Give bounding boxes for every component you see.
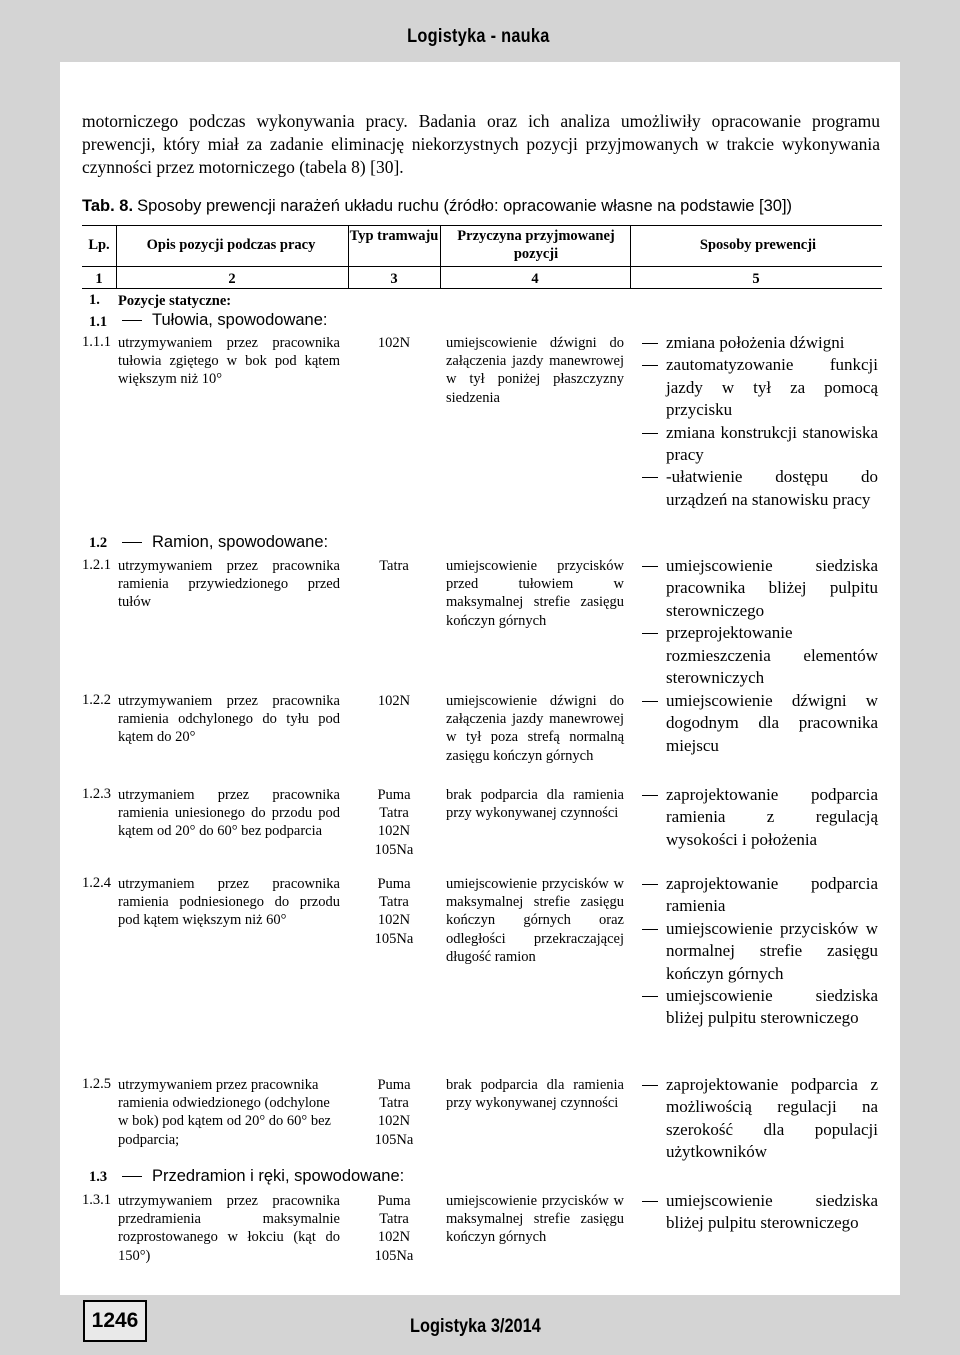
prevention-table (82, 225, 882, 1270)
col-number: 5 (752, 271, 760, 287)
section-number: 1.1 (89, 314, 108, 330)
header-typ: Typ tramwaju (349, 228, 439, 244)
prevention-item: zmiana konstrukcji stanowiska pracy (636, 422, 878, 467)
table-rule-header (82, 266, 882, 267)
prevention-item: umiejscowienie siedziska bliżej pulpitu sterowniczego (636, 985, 878, 1030)
section-title: Ramion, spowodowane: (118, 533, 328, 552)
row-sposoby (636, 784, 878, 851)
prevention-item: zmiana położenia dźwigni (636, 332, 878, 354)
row-sposoby (636, 332, 878, 511)
intro-paragraph (82, 110, 880, 179)
header-lp: Lp. (88, 237, 110, 253)
prevention-item: zaprojektowanie podparcia ramienia (636, 873, 878, 918)
section-title: Tułowia, spowodowane: (118, 311, 328, 330)
row-typ: Puma Tatra 102N 105Na (374, 1077, 414, 1148)
table-caption-label: Tab. 8. (82, 197, 134, 215)
row-opis: utrzymywaniem przez pracownika ramienia przywiedzionego przed tułów (118, 558, 340, 611)
intro-text: motorniczego podczas wykonywania pracy. Badania oraz ich analiza umożliwiły opracowanie programu prewencji, który miał za zadanie eliminację niekorzystnych pozycji przyjmowanych w trakcie wykonywania czynności przez motorniczego (tabela 8) [30]. (82, 111, 880, 177)
page-header (0, 0, 960, 62)
row-lp: 1.1.1 (82, 334, 111, 350)
row-przyczyna: umiejscowienie przycisków w maksymalnej strefie zasięgu kończyn górnych oraz odległości przekraczającej długość ramion (446, 876, 624, 965)
prevention-item: zaprojektowanie podparcia ramienia z regulacją wysokości i położenia (636, 784, 878, 851)
page-number-box (83, 1300, 147, 1342)
row-opis: utrzymaniem przez pracownika ramienia uniesionego do przodu pod kątem od 20° do 60° bez podparcia (118, 787, 340, 840)
row-przyczyna: brak podparcia dla ramienia przy wykonywanej czynności (446, 787, 624, 822)
row-sposoby (636, 690, 878, 757)
footer-journal-title: Logistyka 3/2014 (410, 1316, 541, 1337)
table-rule-top (82, 225, 882, 226)
row-lp: 1.3.1 (82, 1192, 111, 1208)
row-lp: 1.2.2 (82, 692, 111, 708)
section-number: 1.2 (89, 535, 108, 551)
table-caption-text: Sposoby prewencji narażeń układu ruchu (źródło: opracowanie własne na podstawie [30]) (137, 197, 793, 215)
row-przyczyna: umiejscowienie dźwigni do załączenia jazdy manewrowej w tył poza strefą normalną zasięgu kończyn górnych (446, 693, 624, 764)
row-opis: utrzymywaniem przez pracownika tułowia zgiętego w bok pod kątem większym niż 10° (118, 335, 340, 388)
running-header-title: Logistyka - nauka (407, 26, 550, 47)
prevention-item: zautomatyzowanie funkcji jazdy w tył za pomocą przycisku (636, 354, 878, 421)
header-sposoby: Sposoby prewencji (699, 237, 817, 253)
col-number: 1 (95, 271, 103, 287)
page-number: 1246 (91, 1309, 139, 1332)
row-opis: utrzymywaniem przez pracownika ramienia odchylonego do tyłu pod kątem do 20° (118, 693, 340, 746)
row-sposoby (636, 555, 878, 689)
row-sposoby (636, 873, 878, 1030)
table-rule-numbers (82, 288, 882, 289)
row-typ: Puma Tatra 102N 105Na (374, 787, 414, 858)
row-lp: 1.2.5 (82, 1076, 111, 1092)
col-number: 2 (228, 271, 236, 287)
row-typ: Puma Tatra 102N 105Na (374, 876, 414, 947)
row-przyczyna: brak podparcia dla ramienia przy wykonywanej czynności (446, 1077, 624, 1112)
prevention-item: umiejscowienie siedziska bliżej pulpitu sterowniczego (636, 1190, 878, 1235)
row-lp: 1.2.4 (82, 875, 111, 891)
row-opis: utrzymywaniem przez pracownika ramienia odwiedzionego (odchylone w bok) pod kątem od 20° do 60° bez podparcia; (118, 1077, 331, 1148)
col-number: 4 (531, 271, 539, 287)
row-lp: 1.2.3 (82, 786, 111, 802)
section-title: Pozycje statyczne: (118, 293, 232, 309)
col-number: 3 (390, 271, 398, 287)
row-typ: 102N (377, 693, 411, 709)
header-przyczyna: Przyczyna przyjmowanej pozycji (457, 228, 615, 262)
row-przyczyna: umiejscowienie przycisków w maksymalnej strefie zasięgu kończyn górnych (446, 1193, 624, 1246)
row-lp: 1.2.1 (82, 557, 111, 573)
prevention-item: przeprojektowanie rozmieszczenia elementów sterowniczych (636, 622, 878, 689)
row-opis: utrzymaniem przez pracownika ramienia podniesionego do przodu pod kątem większym niż 60° (118, 876, 340, 929)
prevention-item: umiejscowienie dźwigni w dogodnym dla pracownika miejscu (636, 690, 878, 757)
row-opis: utrzymywaniem przez pracownika przedramienia maksymalnie rozprostowanego w łokciu (kąt do 150°) (118, 1193, 340, 1264)
section-title: Przedramion i ręki, spowodowane: (118, 1167, 404, 1186)
prevention-item: umiejscowienie siedziska pracownika bliżej pulpitu sterowniczego (636, 555, 878, 622)
row-sposoby (636, 1190, 878, 1235)
row-przyczyna: umiejscowienie przycisków przed tułowiem w maksymalnej strefie zasięgu kończyn górnych (446, 558, 624, 629)
section-number: 1. (89, 292, 100, 308)
row-sposoby (636, 1074, 878, 1164)
prevention-item: -ułatwienie dostępu do urządzeń na stanowisku pracy (636, 466, 878, 511)
row-przyczyna: umiejscowienie dźwigni do załączenia jazdy manewrowej w tył poniżej płaszczyzny siedzenia (446, 335, 624, 406)
row-typ: Tatra (379, 558, 409, 574)
prevention-item: zaprojektowanie podparcia z możliwością regulacji na szerokość dla populacji użytkowników (636, 1074, 878, 1164)
row-typ: 102N (377, 335, 411, 351)
table-caption (82, 196, 882, 216)
section-number: 1.3 (89, 1169, 108, 1185)
row-typ: Puma Tatra 102N 105Na (374, 1193, 414, 1264)
prevention-item: umiejscowienie przycisków w normalnej strefie zasięgu kończyn górnych (636, 918, 878, 985)
header-opis: Opis pozycji podczas pracy (146, 237, 316, 253)
